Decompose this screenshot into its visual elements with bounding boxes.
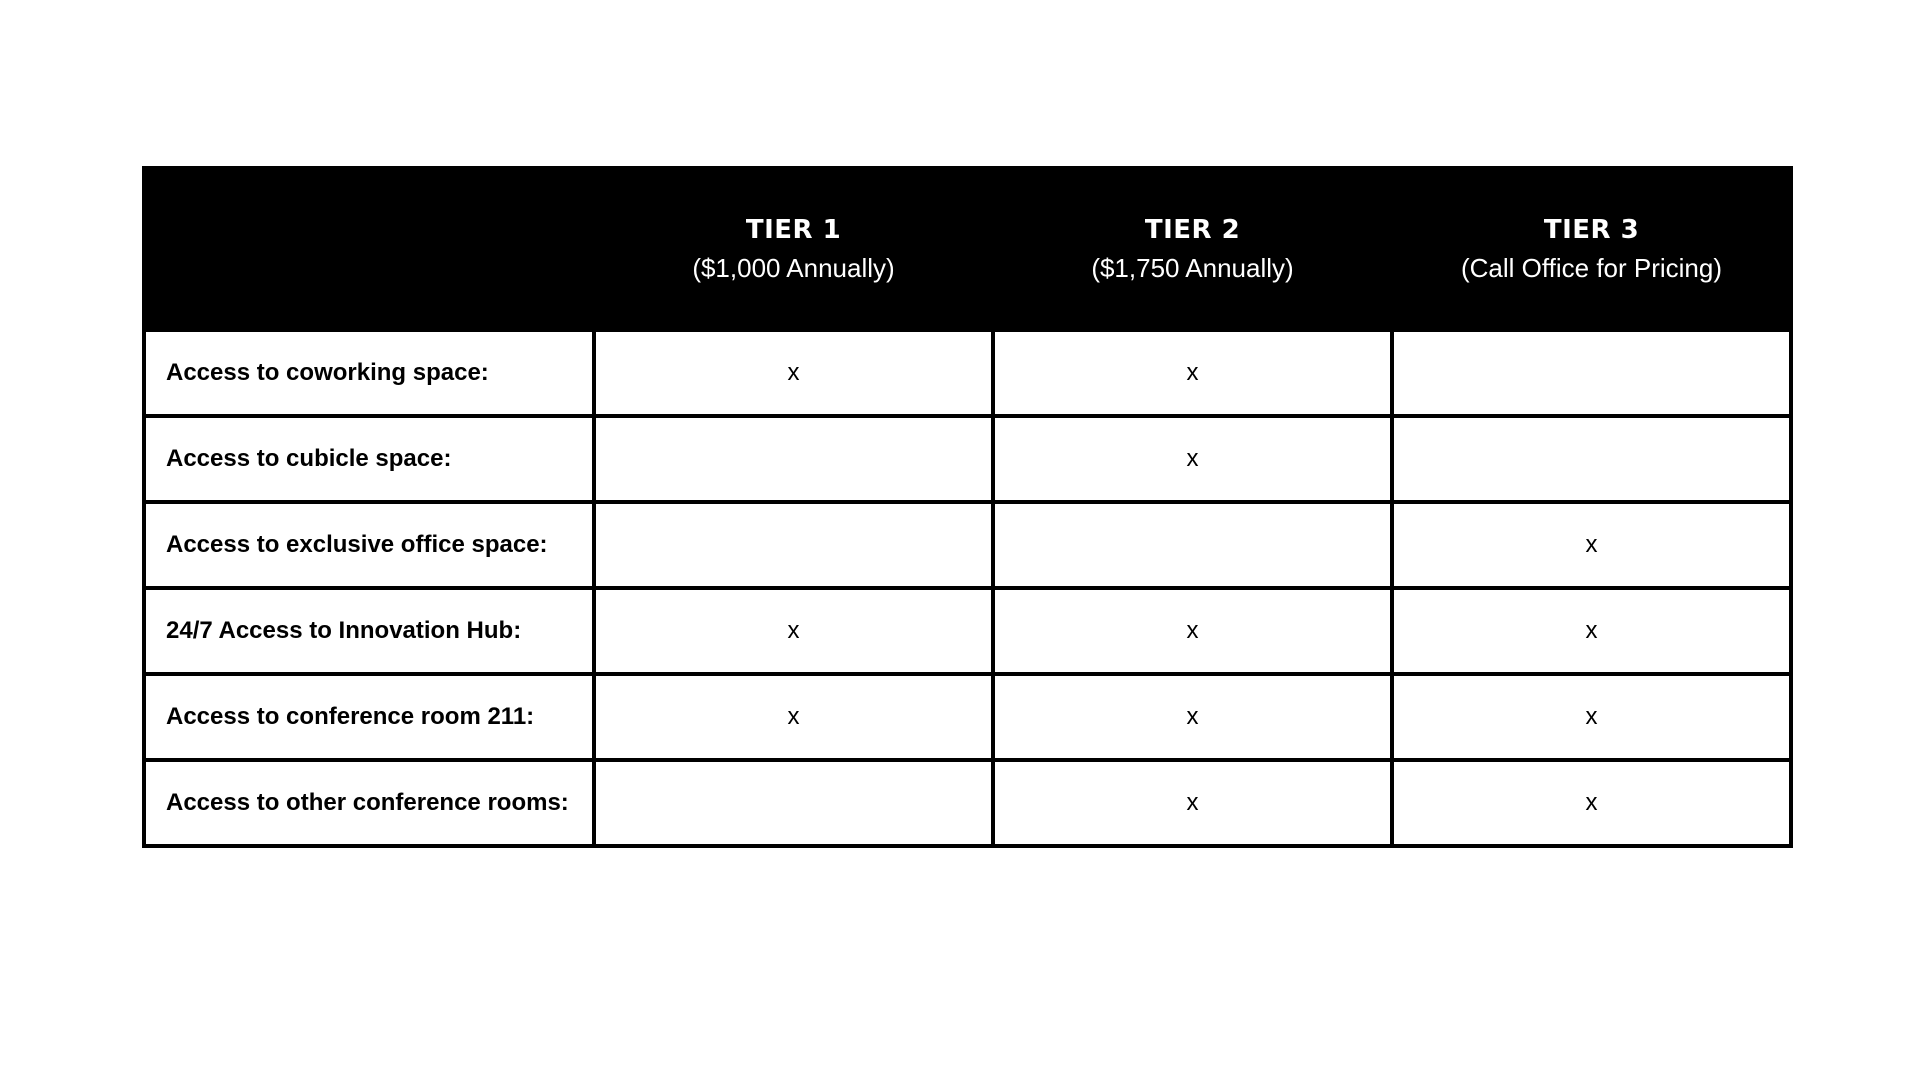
tier-3-mark: x	[1392, 760, 1791, 846]
tier-2-name: TIER 2	[1144, 215, 1241, 245]
tier-2-mark	[993, 502, 1392, 588]
tier-3-mark	[1392, 416, 1791, 502]
tier-2-mark: x	[993, 588, 1392, 674]
tier-2-mark: x	[993, 674, 1392, 760]
tier-1-name: TIER 1	[745, 215, 842, 245]
feature-label: Access to coworking space:	[144, 330, 594, 416]
tier-comparison-table	[142, 166, 1793, 848]
tier-3-mark: x	[1392, 502, 1791, 588]
tier-2-header	[993, 168, 1392, 330]
tier-2-mark: x	[993, 416, 1392, 502]
header-corner-cell	[144, 168, 594, 330]
tier-1-price: ($1,000 Annually)	[692, 253, 895, 283]
header-row	[144, 168, 1791, 330]
feature-label: Access to conference room 211:	[144, 674, 594, 760]
tier-3-name: TIER 3	[1543, 215, 1640, 245]
tier-3-mark: x	[1392, 588, 1791, 674]
table-row	[144, 588, 1791, 674]
tier-3-price: (Call Office for Pricing)	[1460, 253, 1723, 283]
tier-1-mark: x	[594, 588, 993, 674]
tier-1-mark: x	[594, 330, 993, 416]
tier-2-mark: x	[993, 330, 1392, 416]
table-body	[144, 330, 1791, 846]
feature-label: Access to exclusive office space:	[144, 502, 594, 588]
table-row	[144, 760, 1791, 846]
table-header	[144, 168, 1791, 330]
feature-label: 24/7 Access to Innovation Hub:	[144, 588, 594, 674]
tier-1-mark	[594, 760, 993, 846]
table-row	[144, 674, 1791, 760]
tier-3-header	[1392, 168, 1791, 330]
feature-label: Access to other conference rooms:	[144, 760, 594, 846]
tier-3-mark: x	[1392, 674, 1791, 760]
feature-label: Access to cubicle space:	[144, 416, 594, 502]
tier-1-mark: x	[594, 674, 993, 760]
tier-1-mark	[594, 416, 993, 502]
tier-2-mark: x	[993, 760, 1392, 846]
table-row	[144, 502, 1791, 588]
tier-3-mark	[1392, 330, 1791, 416]
tier-1-header	[594, 168, 993, 330]
table-row	[144, 330, 1791, 416]
table-row	[144, 416, 1791, 502]
tier-2-price: ($1,750 Annually)	[1091, 253, 1294, 283]
tier-1-mark	[594, 502, 993, 588]
